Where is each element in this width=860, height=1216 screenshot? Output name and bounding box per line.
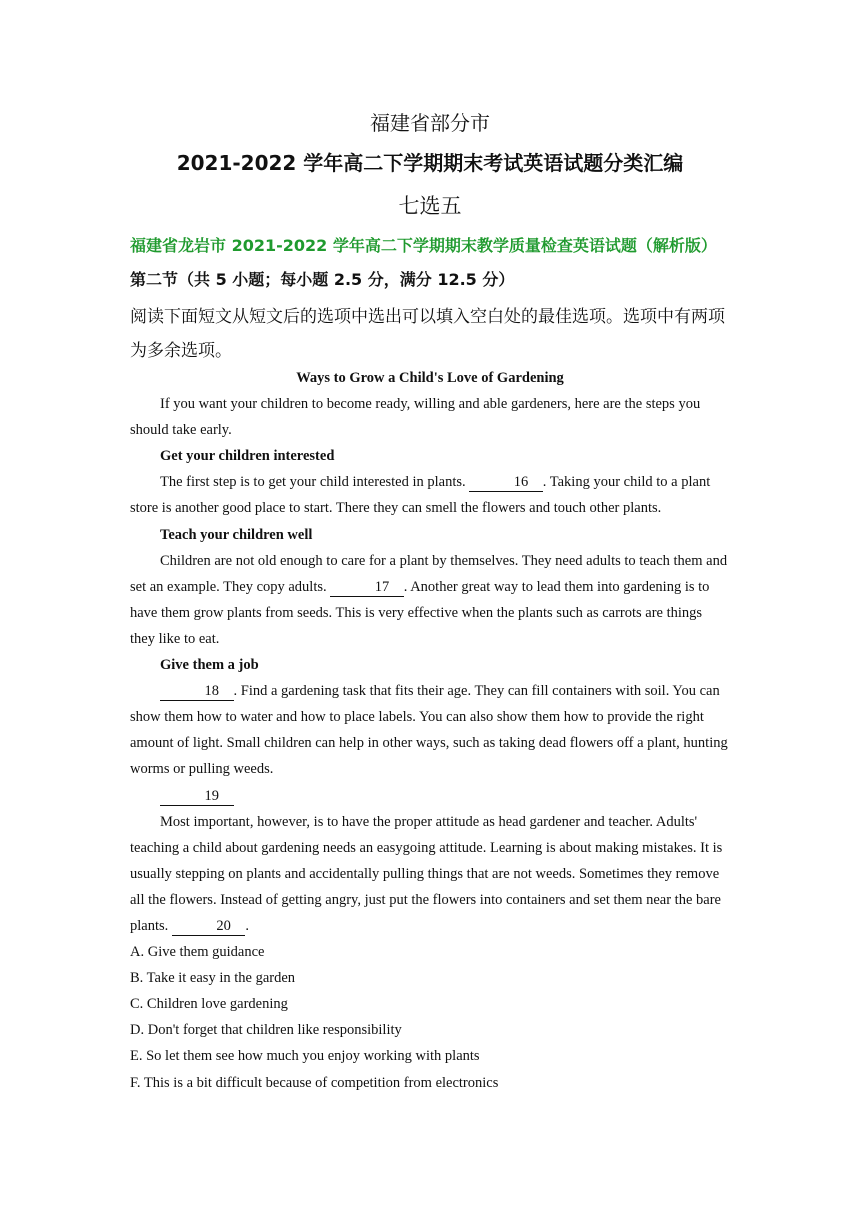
instruction-text: 阅读下面短文从短文后的选项中选出可以填入空白处的最佳选项。选项中有两项为多余选项。: [130, 307, 725, 361]
paragraph-3: [130, 678, 730, 782]
doc-title-type: 七选五: [398, 194, 462, 218]
paragraph-4-end: .: [245, 917, 250, 934]
paragraph-1-start: The first step is to get your child interested in plants.: [160, 474, 466, 491]
passage: [130, 365, 730, 1096]
option-a: A. Give them guidance: [130, 944, 265, 961]
option-f: F. This is a bit difficult because of competition from electronics: [130, 1074, 499, 1091]
option-e: E. So let them see how much you enjoy working with plants: [130, 1048, 480, 1065]
paragraph-4: [130, 809, 730, 939]
blank-18[interactable]: 18: [160, 682, 234, 701]
passage-title: Ways to Grow a Child's Love of Gardening: [296, 370, 564, 386]
subheading-teach: Teach your children well: [160, 526, 313, 543]
blank-16[interactable]: 16: [469, 473, 543, 492]
source-title: 福建省龙岩市 2021-2022 学年高二下学期期末教学质量检查英语试题（解析版）: [130, 236, 717, 255]
paragraph-4-start: Most important, however, is to have the proper attitude as head gardener and teacher. Adults' teaching a child about gardening needs an easygoing attitude. Learning is about making mistakes. It is usually stepping on plants and accidentally pulling things that are not weeds. Sometimes they remove all the flowers. Instead of getting angry, just put the flowers into containers and set them near the bare plants.: [130, 813, 723, 934]
passage-intro: If you want your children to become ready, willing and able gardeners, here are the steps you should take early.: [130, 396, 701, 439]
blank-20[interactable]: 20: [172, 917, 246, 936]
subheading-job: Give them a job: [160, 657, 259, 674]
section-heading: 第二节（共 5 小题；每小题 2.5 分，满分 12.5 分）: [130, 270, 515, 289]
heading-blank-line: [130, 783, 730, 809]
paragraph-1-end: . Taking your child to a plant store is another good place to start. There they can smell the flowers and touch other plants.: [130, 474, 711, 517]
paragraph-2: [130, 548, 730, 652]
subheading-interested: Get your children interested: [160, 448, 335, 465]
doc-title-exam: 2021-2022 学年高二下学期期末考试英语试题分类汇编: [176, 151, 684, 175]
option-d: D. Don't forget that children like responsibility: [130, 1022, 402, 1039]
blank-19[interactable]: 19: [160, 787, 234, 806]
paragraph-3-end: . Find a gardening task that fits their age. They can fill containers with soil. You can show them how to water and how to place labels. You can also show them how to provide the right amount of light. Small children can help in other ways, such as taking dead flowers off a plant, hunting worms or pulling weeds.: [130, 683, 728, 778]
option-c: C. Children love gardening: [130, 996, 288, 1013]
paragraph-1: [130, 469, 730, 521]
paragraph-2-start: Children are not old enough to care for a plant by themselves. They need adults to teach them and set an example. They copy adults.: [130, 552, 728, 595]
option-b: B. Take it easy in the garden: [130, 970, 296, 987]
paragraph-2-end: . Another great way to lead them into gardening is to have them grow plants from seeds. This is very effective when the plants such as carrots are things they like to eat.: [130, 578, 710, 647]
blank-17[interactable]: 17: [330, 578, 404, 597]
doc-title-region: 福建省部分市: [370, 111, 490, 135]
